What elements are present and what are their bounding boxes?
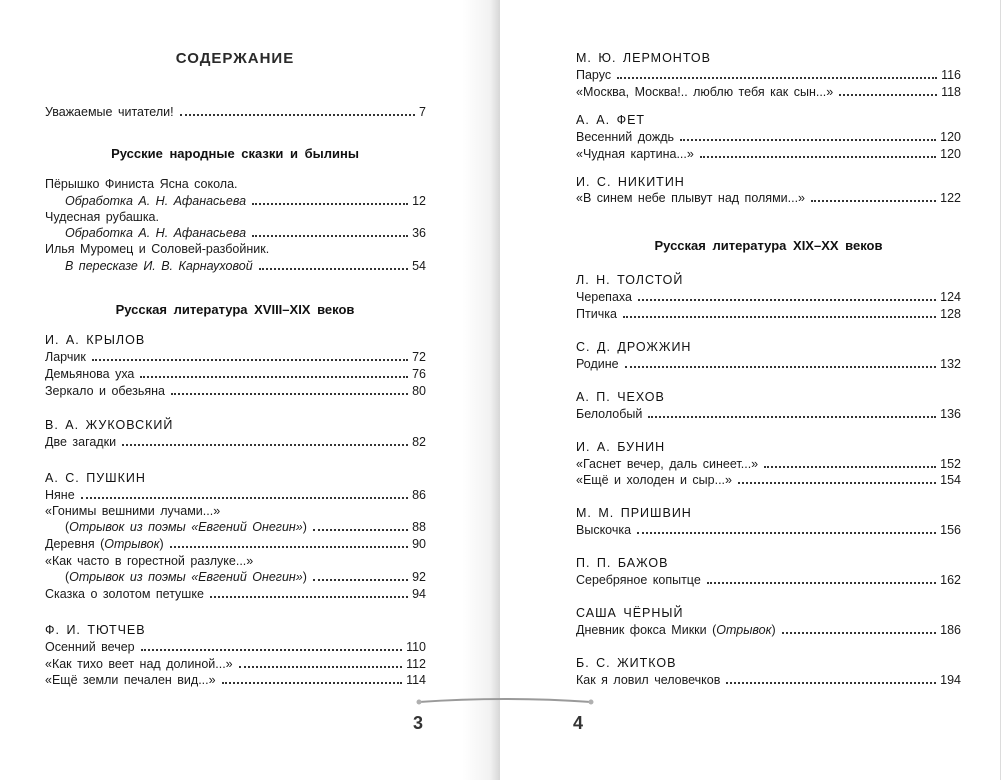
entry-title: Дневник фокса Микки (Отрывок) (576, 623, 776, 637)
entry-page: 36 (412, 226, 426, 240)
entry-title: «Москва, Москва!.. люблю тебя как сын...» (576, 85, 834, 99)
author-name: М. М. ПРИШВИН (576, 506, 692, 520)
entry-title: Демьянова уха (45, 367, 135, 381)
entry-page: 154 (940, 473, 961, 487)
entry-title: Черепаха (576, 290, 632, 304)
toc-entry[interactable] (576, 672, 961, 688)
entry-page: 110 (406, 640, 426, 654)
leader-dots (122, 443, 408, 446)
entry-title: Сказка о золотом петушке (45, 587, 204, 601)
toc-entry[interactable] (45, 553, 426, 569)
toc-entry[interactable] (576, 622, 961, 638)
entry-title: Ларчик (45, 350, 86, 364)
toc-entry[interactable] (45, 434, 426, 450)
toc-entry[interactable] (45, 487, 426, 503)
entry-title: Белолобый (576, 407, 643, 421)
entry-page: 118 (941, 85, 961, 99)
entry-title: Пёрышко Финиста Ясна сокола. (45, 177, 238, 191)
author-name: А. П. ЧЕХОВ (576, 390, 665, 404)
right-page (500, 0, 1001, 780)
leader-dots (222, 681, 402, 684)
entry-title: «Как часто в горестной разлуке...» (45, 554, 254, 568)
author-name: И. А. КРЫЛОВ (45, 333, 146, 347)
entry-title: (Отрывок из поэмы «Евгений Онегин») (65, 520, 307, 534)
entry-title: Няне (45, 488, 75, 502)
toc-entry[interactable] (45, 519, 426, 535)
entry-title: Парус (576, 68, 612, 82)
entry-page: 120 (940, 147, 961, 161)
entry-page: 136 (940, 407, 961, 421)
page-gutter-shadow (462, 0, 502, 780)
entry-title: Деревня (Отрывок) (45, 537, 164, 551)
entry-page: 124 (940, 290, 961, 304)
entry-page: 186 (940, 623, 961, 637)
entry-title: Птичка (576, 307, 617, 321)
leader-dots (764, 465, 936, 468)
toc-entry[interactable] (576, 67, 961, 83)
leader-dots (637, 531, 936, 534)
entry-page: 162 (940, 573, 961, 587)
leader-dots (252, 202, 408, 205)
leader-dots (839, 93, 937, 96)
entry-title: «Гонимы вешними лучами...» (45, 504, 221, 518)
entry-title: Обработка А. Н. Афанасьева (65, 226, 247, 240)
entry-page: 132 (940, 357, 961, 371)
toc-entry[interactable] (45, 656, 426, 672)
author-name: М. Ю. ЛЕРМОНТОВ (576, 51, 711, 65)
leader-dots (707, 581, 936, 584)
entry-title: Зеркало и обезьяна (45, 384, 165, 398)
toc-entry[interactable] (576, 522, 961, 538)
entry-title: «Как тихо веет над долиной...» (45, 657, 233, 671)
entry-title: «Ещё и холоден и сыр...» (576, 473, 732, 487)
leader-dots (623, 315, 936, 318)
toc-entry[interactable] (576, 406, 961, 422)
author-name: Л. Н. ТОЛСТОЙ (576, 273, 684, 287)
entry-page: 120 (940, 130, 961, 144)
toc-entry[interactable] (576, 289, 961, 305)
toc-entry[interactable] (576, 456, 961, 472)
leader-dots (252, 234, 408, 237)
leader-dots (680, 138, 936, 141)
toc-entry[interactable] (576, 572, 961, 588)
toc-entry[interactable] (45, 536, 426, 552)
leader-dots (738, 481, 936, 484)
toc-entry[interactable] (45, 383, 426, 399)
author-name: И. С. НИКИТИН (576, 175, 685, 189)
leader-dots (140, 375, 408, 378)
entry-title: Обработка А. Н. Афанасьева (65, 194, 247, 208)
toc-entry[interactable] (45, 104, 426, 120)
leader-dots (648, 415, 936, 418)
leader-dots (625, 365, 937, 368)
author-name: А. С. ПУШКИН (45, 471, 146, 485)
entry-page: 90 (412, 537, 426, 551)
toc-title: СОДЕРЖАНИЕ (175, 50, 295, 67)
entry-page: 128 (940, 307, 961, 321)
toc-entry[interactable] (576, 129, 961, 145)
entry-page: 112 (406, 657, 426, 671)
toc-entry[interactable] (576, 190, 961, 206)
toc-entry[interactable] (576, 306, 961, 322)
toc-entry[interactable] (576, 84, 961, 100)
entry-title: «В синем небе плывут над полями...» (576, 191, 806, 205)
entry-page: 72 (412, 350, 426, 364)
leader-dots (171, 392, 408, 395)
entry-page: 86 (412, 488, 426, 502)
toc-entry[interactable] (45, 586, 426, 602)
leader-dots (313, 578, 408, 581)
entry-title: Весенний дождь (576, 130, 675, 144)
entry-page: 194 (940, 673, 961, 687)
toc-entry[interactable] (45, 225, 426, 241)
leader-dots (638, 298, 936, 301)
entry-title: «Чудная картина...» (576, 147, 694, 161)
entry-title: Илья Муромец и Соловей-разбойник. (45, 242, 270, 256)
entry-page: 12 (412, 194, 426, 208)
toc-entry[interactable] (45, 258, 426, 274)
entry-title: (Отрывок из поэмы «Евгений Онегин») (65, 570, 307, 584)
entry-page: 76 (412, 367, 426, 381)
entry-page: 92 (412, 570, 426, 584)
section-heading: Русская литература XVIII–XIX веков (115, 302, 355, 317)
toc-entry[interactable] (576, 146, 961, 162)
entry-page: 156 (940, 523, 961, 537)
toc-entry[interactable] (45, 241, 426, 257)
entry-title: Чудесная рубашка. (45, 210, 159, 224)
binding-ring-icon (415, 697, 595, 705)
toc-entry[interactable] (45, 349, 426, 365)
toc-entry[interactable] (45, 639, 426, 655)
toc-entry[interactable] (576, 472, 961, 488)
entry-page: 88 (412, 520, 426, 534)
entry-title: Две загадки (45, 435, 117, 449)
leader-dots (141, 648, 402, 651)
toc-entry[interactable] (45, 176, 426, 192)
entry-page: 122 (940, 191, 961, 205)
section-heading: Русская литература XIX–XX веков (654, 238, 883, 253)
leader-dots (700, 155, 936, 158)
leader-dots (170, 545, 408, 548)
leader-dots (811, 199, 936, 202)
leader-dots (259, 267, 408, 270)
entry-title: Осенний вечер (45, 640, 135, 654)
toc-entry[interactable] (576, 356, 961, 372)
toc-entry[interactable] (45, 672, 426, 688)
author-name: В. А. ЖУКОВСКИЙ (45, 418, 174, 432)
entry-page: 7 (419, 105, 426, 119)
leader-dots (210, 595, 408, 598)
page-number: 3 (413, 713, 424, 733)
entry-page: 152 (940, 457, 961, 471)
entry-page: 54 (412, 259, 426, 273)
entry-page: 82 (412, 435, 426, 449)
leader-dots (726, 681, 936, 684)
entry-title: Родине (576, 357, 619, 371)
toc-entry[interactable] (45, 209, 426, 225)
leader-dots (239, 665, 402, 668)
leader-dots (617, 76, 937, 79)
page-number: 4 (573, 713, 584, 733)
entry-page: 114 (406, 673, 426, 687)
leader-dots (92, 358, 408, 361)
author-name: САША ЧЁРНЫЙ (576, 606, 684, 620)
leader-dots (313, 528, 408, 531)
leader-dots (180, 113, 415, 116)
entry-title: В пересказе И. В. Карнауховой (65, 259, 253, 273)
entry-page: 94 (412, 587, 426, 601)
author-name: А. А. ФЕТ (576, 113, 646, 127)
entry-title: Серебряное копытце (576, 573, 701, 587)
entry-title: Выскочка (576, 523, 632, 537)
author-name: Б. С. ЖИТКОВ (576, 656, 677, 670)
toc-entry[interactable] (45, 569, 426, 585)
toc-entry[interactable] (45, 366, 426, 382)
section-heading: Русские народные сказки и былины (111, 146, 359, 161)
entry-title: «Гаснет вечер, даль синеет...» (576, 457, 759, 471)
entry-page: 80 (412, 384, 426, 398)
author-name: И. А. БУНИН (576, 440, 666, 454)
leader-dots (782, 631, 936, 634)
toc-entry[interactable] (45, 503, 426, 519)
entry-page: 116 (941, 68, 961, 82)
leader-dots (81, 496, 408, 499)
entry-title: Уважаемые читатели! (45, 105, 174, 119)
toc-entry[interactable] (45, 193, 426, 209)
left-page (0, 0, 500, 780)
author-name: П. П. БАЖОВ (576, 556, 669, 570)
author-name: Ф. И. ТЮТЧЕВ (45, 623, 146, 637)
entry-title: Как я ловил человечков (576, 673, 721, 687)
entry-title: «Ещё земли печален вид...» (45, 673, 216, 687)
author-name: С. Д. ДРОЖЖИН (576, 340, 692, 354)
